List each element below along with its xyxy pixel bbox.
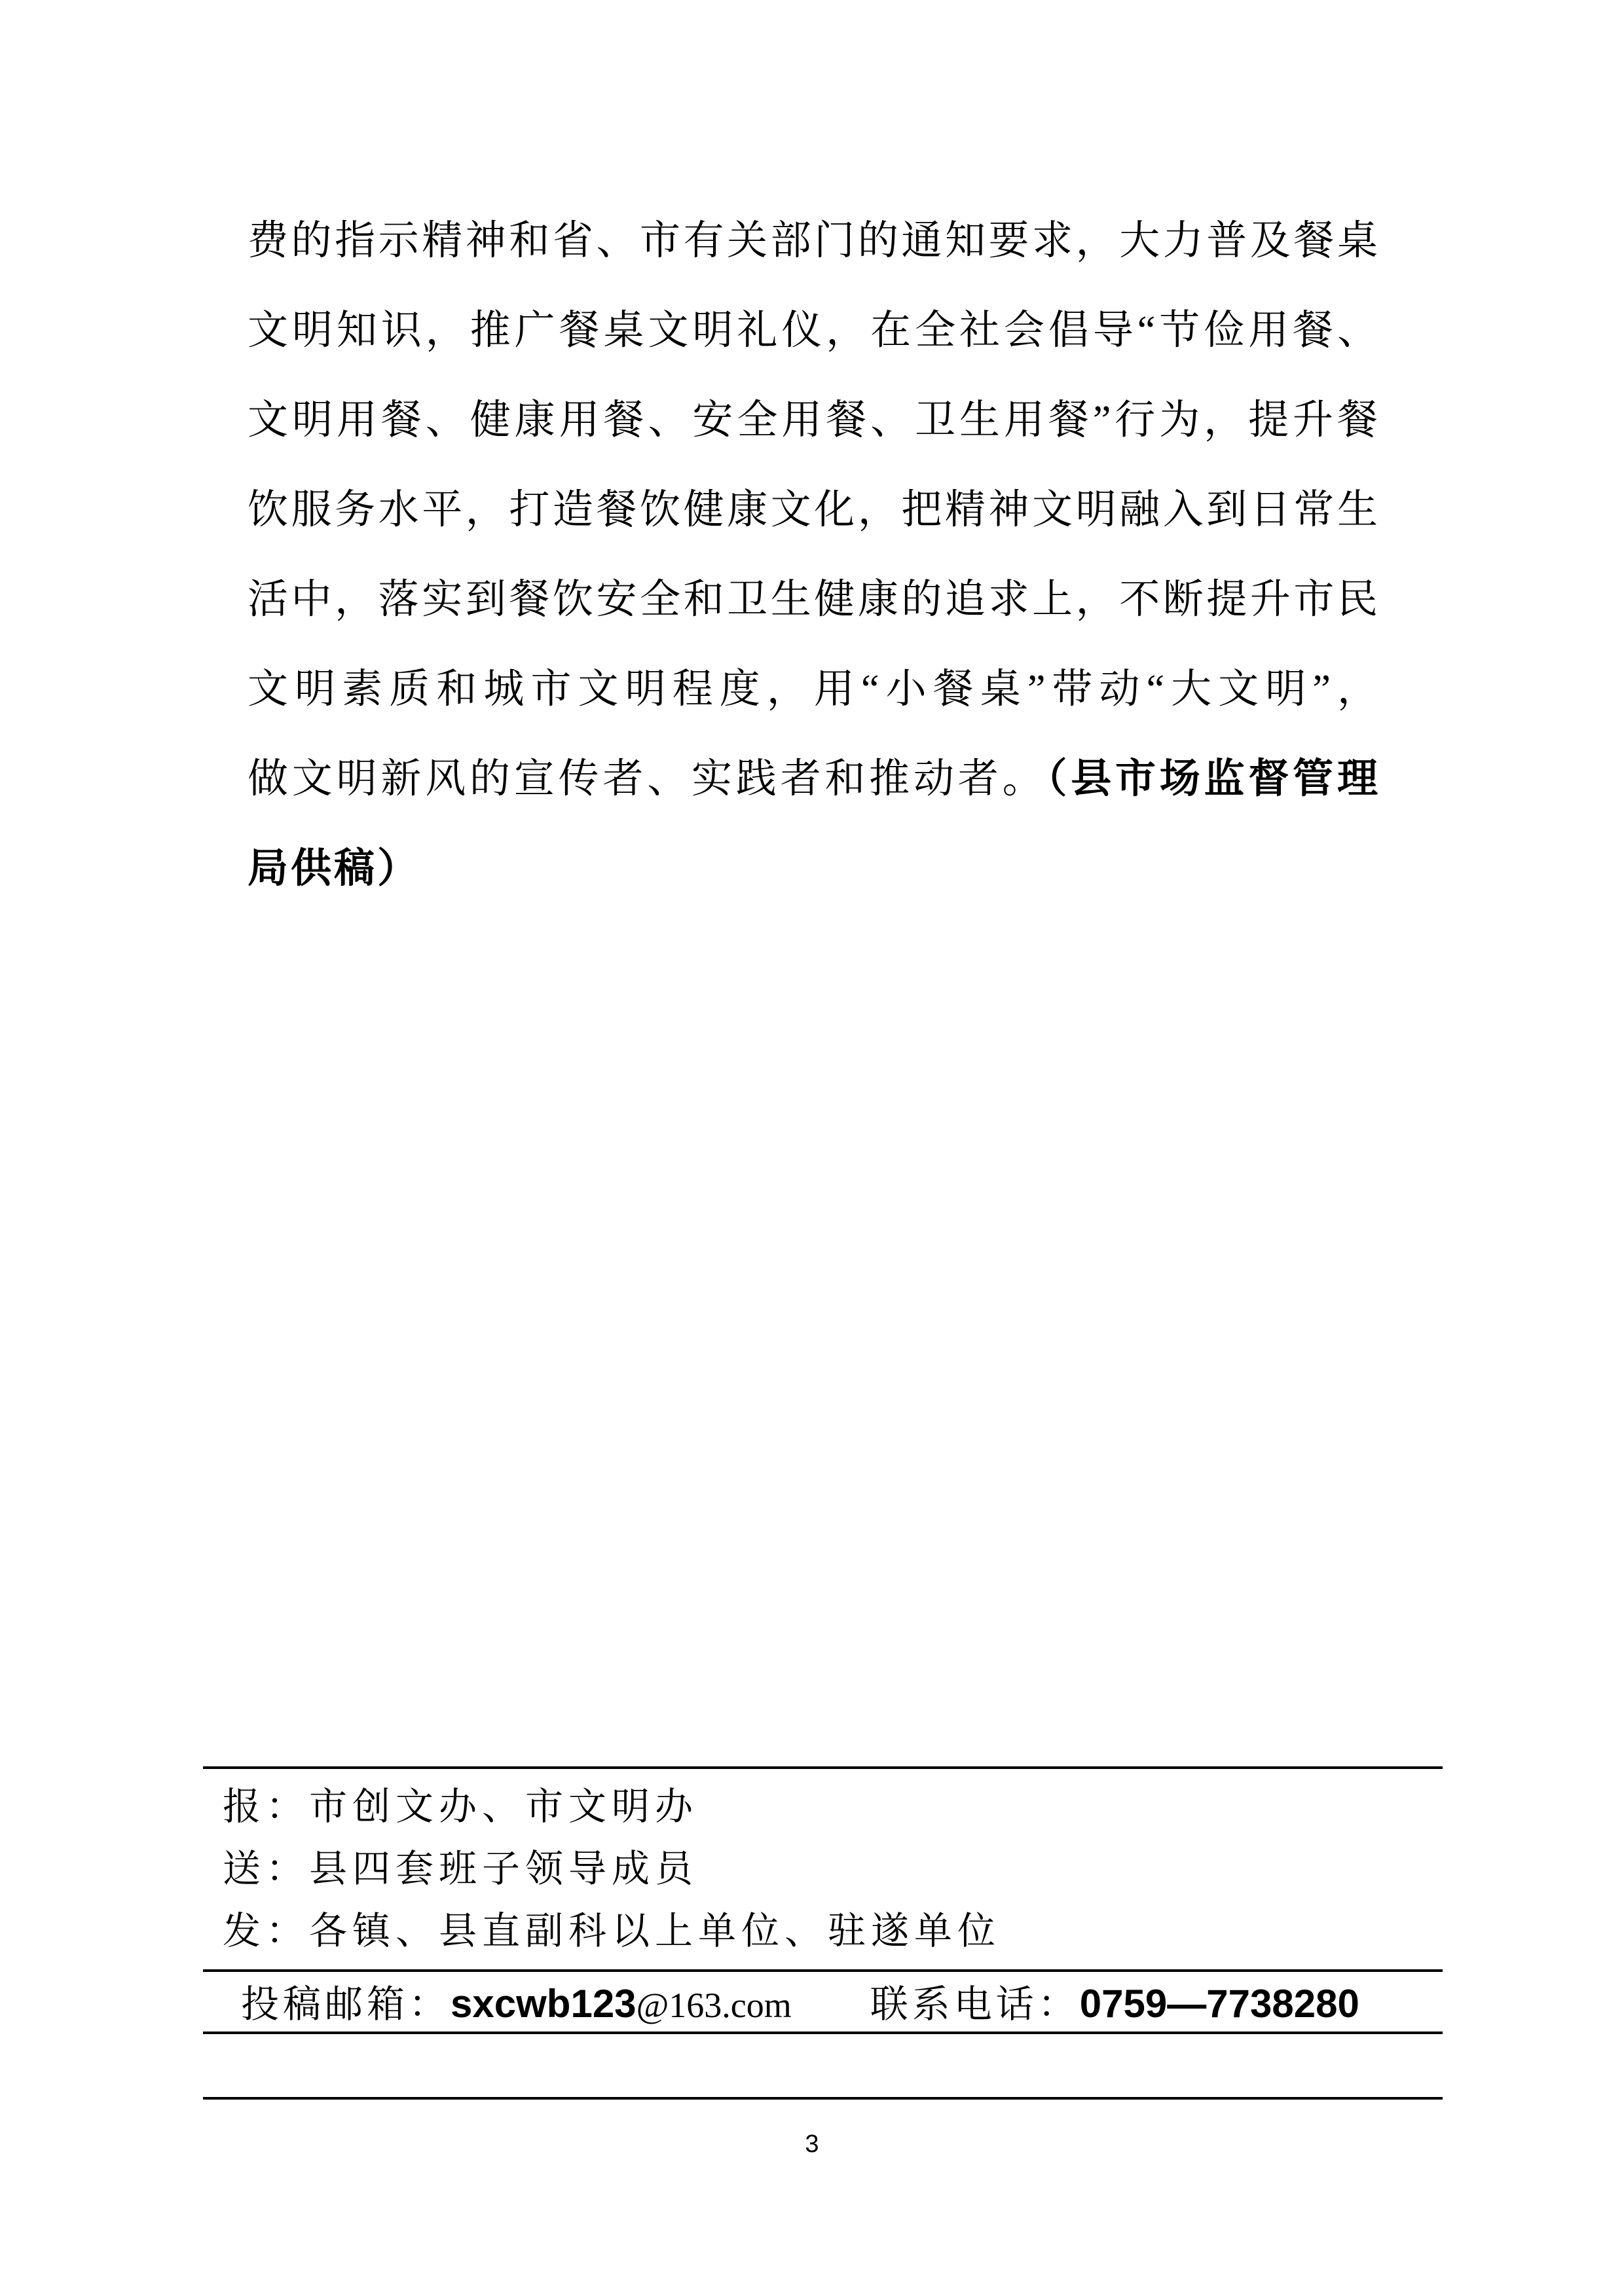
contact-row bbox=[241, 1978, 1443, 2030]
distribution-issue-line: 发：各镇、县直副科以上单位、驻遂单位 bbox=[223, 1910, 1001, 1952]
paragraph-line bbox=[248, 555, 1380, 645]
email-label: 投稿邮箱： bbox=[241, 1983, 451, 2026]
paragraph-line bbox=[248, 465, 1380, 555]
divider-line-above-contact bbox=[203, 1969, 1443, 1972]
main-text-paragraph bbox=[248, 196, 1380, 914]
email-domain: @163.com bbox=[636, 1986, 792, 2025]
page-number: 3 bbox=[805, 2130, 819, 2158]
paragraph-line bbox=[248, 735, 1380, 824]
paragraph-line-bold-text: （县市场监督管理 bbox=[1046, 757, 1380, 801]
distribution-send-line: 送：县四套班子领导成员 bbox=[223, 1848, 699, 1890]
divider-line-footer bbox=[203, 2097, 1443, 2100]
paragraph-line-bold-text: 局供稿） bbox=[248, 847, 421, 891]
paragraph-line-text: 文明素质和城市文明程度，用“小餐桌”带动“大文明”， bbox=[248, 667, 1380, 712]
paragraph-line-text: 活中，落实到餐饮安全和卫生健康的追求上，不断提升市民 bbox=[248, 577, 1380, 622]
paragraph-line bbox=[248, 376, 1380, 465]
paragraph-line-text: 文明知识，推广餐桌文明礼仪，在全社会倡导“节俭用餐、 bbox=[248, 308, 1380, 353]
paragraph-line-text: 文明用餐、健康用餐、安全用餐、卫生用餐”行为，提升餐 bbox=[248, 398, 1380, 443]
email-user: sxcwb123 bbox=[451, 1982, 637, 2026]
phone-label: 联系电话： bbox=[870, 1983, 1080, 2026]
distribution-report-line: 报：市创文办、市文明办 bbox=[223, 1785, 699, 1828]
phone-number: 0759—7738280 bbox=[1079, 1982, 1359, 2026]
divider-line-top bbox=[203, 1766, 1443, 1769]
paragraph-line-text: 做文明新风的宣传者、实践者和推动者。 bbox=[248, 757, 1047, 801]
paragraph-line bbox=[248, 196, 1380, 286]
paragraph-line bbox=[248, 824, 1380, 914]
divider-line-below-contact bbox=[203, 2032, 1443, 2034]
paragraph-line bbox=[248, 286, 1380, 376]
distribution-block bbox=[223, 1776, 1441, 1962]
paragraph-line-text: 费的指示精神和省、市有关部门的通知要求，大力普及餐桌 bbox=[248, 219, 1380, 263]
paragraph-line-text: 饮服务水平，打造餐饮健康文化，把精神文明融入到日常生 bbox=[248, 488, 1380, 532]
paragraph-line bbox=[248, 645, 1380, 735]
